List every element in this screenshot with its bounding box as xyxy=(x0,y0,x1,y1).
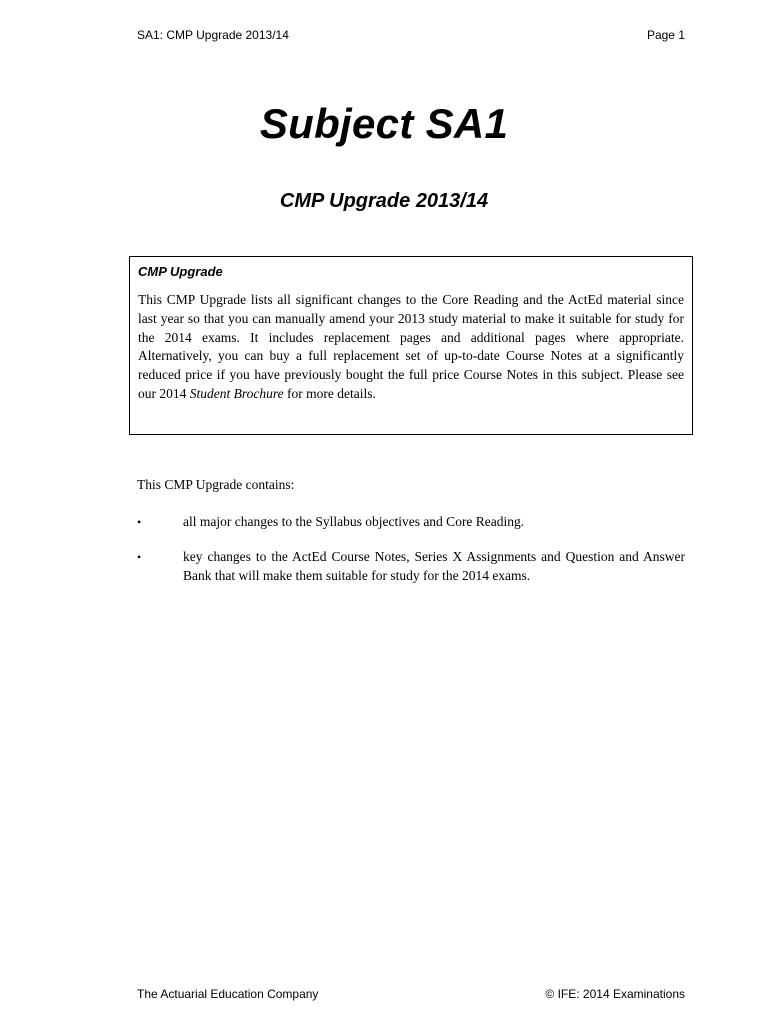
header-document-title: SA1: CMP Upgrade 2013/14 xyxy=(137,28,289,42)
page-footer xyxy=(137,987,685,1001)
list-item xyxy=(137,548,685,586)
list-item-text: all major changes to the Syllabus objectives and Core Reading. xyxy=(183,514,525,529)
cmp-upgrade-notice-box xyxy=(129,256,693,435)
student-brochure-reference: Student Brochure xyxy=(189,385,284,401)
header-page-number: Page 1 xyxy=(646,28,685,42)
page-subtitle: CMP Upgrade 2013/14 xyxy=(279,190,489,212)
bullet-icon: • xyxy=(137,549,142,564)
page-title: Subject SA1 xyxy=(259,100,509,147)
bullet-icon: • xyxy=(137,515,142,529)
footer-company-name: The Actuarial Education Company xyxy=(137,987,319,1001)
notice-text-main: This CMP Upgrade lists all significant changes to the Core Reading and the ActEd material since last year so that you can manually amend your 2013 study material to make it suitable for study for the 2014 exams. It includes replacement pages and additional pages where appropriate. Alternatively, you can buy a full replacement set of up-to-date Course Notes at a significantly reduced price if you have previously bought the full price Course Notes in this subject. Please see our 2014 xyxy=(138,292,684,401)
list-item-text: key changes to the ActEd Course Notes, Series X Assignments and Question and Answer Bank that will make them suitable for study for the 2014 exams. xyxy=(183,548,685,583)
page-header xyxy=(137,28,685,42)
list-item xyxy=(137,513,685,532)
notice-text-end: for more details. xyxy=(283,385,376,401)
footer-copyright: © IFE: 2014 Examinations xyxy=(545,987,685,1001)
contents-list xyxy=(137,513,685,601)
notice-text xyxy=(138,291,684,404)
notice-heading: CMP Upgrade xyxy=(138,264,223,279)
contents-intro: This CMP Upgrade contains: xyxy=(137,477,295,492)
